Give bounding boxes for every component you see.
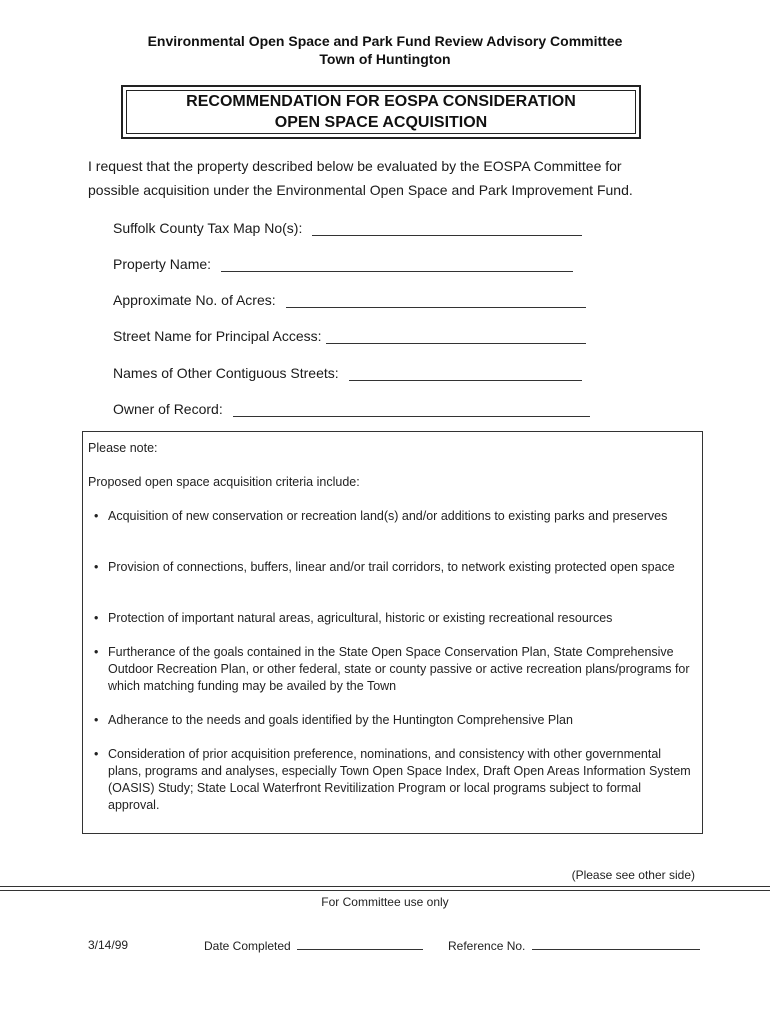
property-name-input[interactable] [221, 259, 573, 272]
bullet-icon: • [94, 645, 99, 659]
criteria-item: • Consideration of prior acquisition preference, nominations, and consistency with other governmental plans, programs and analyses, especially Town Open Space Index, Draft Open Areas Information System (OASIS) Study; State Local Waterfront Revitilization Program or local programs subject to formal approval. [94, 747, 691, 812]
reference-label: Reference No. [448, 939, 526, 953]
form-date: 3/14/99 [88, 938, 129, 952]
contiguous-streets-label: Names of Other Contiguous Streets: [113, 365, 339, 381]
intro-paragraph [88, 154, 708, 202]
note-subheading: Proposed open space acquisition criteria include: [88, 475, 360, 489]
see-other-side-note: (Please see other side) [571, 868, 695, 882]
acres-label: Approximate No. of Acres: [113, 292, 276, 308]
date-completed-field [204, 938, 423, 953]
title-line-2: OPEN SPACE ACQUISITION [274, 114, 488, 131]
intro-line-1: I request that the property described below be evaluated by the EOSPA Committee for [88, 158, 622, 174]
owner-label: Owner of Record: [113, 401, 223, 417]
committee-name: Environmental Open Space and Park Fund Review Advisory Committee [147, 33, 623, 49]
criteria-item: • Provision of connections, buffers, linear and/or trail corridors, to network existing protected open space [94, 560, 675, 574]
tax-map-input[interactable] [312, 223, 582, 236]
town-name: Town of Huntington [319, 51, 451, 67]
criteria-note-box [82, 431, 703, 834]
property-name-field [113, 256, 573, 272]
principal-street-input[interactable] [326, 331, 586, 344]
acres-field [113, 292, 586, 308]
criteria-item: • Acquisition of new conservation or recreation land(s) and/or additions to existing parks and preserves [94, 509, 668, 523]
principal-street-field [113, 328, 586, 344]
property-name-label: Property Name: [113, 256, 212, 272]
bullet-icon: • [94, 747, 99, 761]
owner-field [113, 401, 590, 417]
title-box [121, 85, 641, 139]
principal-street-label: Street Name for Principal Access: [113, 328, 322, 344]
footer-divider [0, 886, 770, 887]
committee-use-label: For Committee use only [321, 895, 449, 909]
contiguous-streets-field [113, 365, 582, 381]
criteria-item: • Furtherance of the goals contained in the State Open Space Conservation Plan, State Comprehensive Outdoor Recreation Plan, or other federal, state or county passive or active recreation plans/programs for which matching funding may be availed by the Town [94, 645, 690, 693]
tax-map-label: Suffolk County Tax Map No(s): [113, 220, 303, 236]
date-completed-input[interactable] [297, 938, 423, 950]
contiguous-streets-input[interactable] [349, 368, 582, 381]
tax-map-field [113, 220, 582, 236]
bullet-icon: • [94, 509, 99, 523]
criteria-item: • Adherance to the needs and goals identified by the Huntington Comprehensive Plan [94, 713, 573, 727]
acres-input[interactable] [286, 295, 586, 308]
note-heading: Please note: [88, 441, 158, 455]
criteria-item: • Protection of important natural areas, agricultural, historic or existing recreational resources [94, 611, 613, 625]
reference-input[interactable] [532, 938, 700, 950]
date-completed-label: Date Completed [204, 939, 291, 953]
reference-field [448, 938, 700, 953]
intro-line-2: possible acquisition under the Environmental Open Space and Park Improvement Fund. [88, 182, 633, 198]
owner-input[interactable] [233, 404, 590, 417]
footer-divider [0, 890, 770, 891]
bullet-icon: • [94, 611, 99, 625]
bullet-icon: • [94, 713, 99, 727]
title-line-1: RECOMMENDATION FOR EOSPA CONSIDERATION [186, 93, 576, 110]
bullet-icon: • [94, 560, 99, 574]
